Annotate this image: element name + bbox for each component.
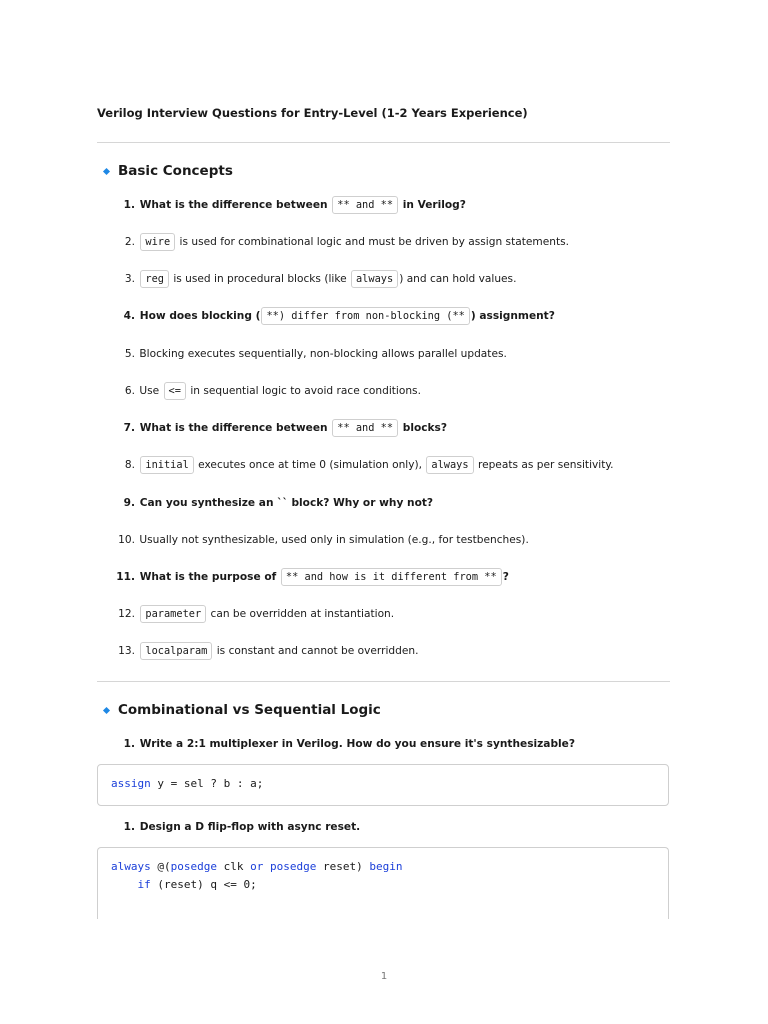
inline-code: ** and ** <box>332 196 398 214</box>
item-text: ? <box>502 571 509 583</box>
list-item <box>112 456 672 474</box>
item-text: is used in procedural blocks (like <box>169 273 350 285</box>
item-text: ) assignment? <box>470 310 555 322</box>
item-text: Can you synthesize an `` block? Why or why not? <box>139 497 434 509</box>
list-item <box>112 494 672 512</box>
code-keyword: if <box>137 877 151 891</box>
item-text: What is the difference between <box>139 199 332 211</box>
code-text: (reset) q <= 0; <box>150 877 257 891</box>
section-heading-combinational-vs-sequential <box>104 702 381 718</box>
list-item <box>112 345 672 363</box>
code-line <box>111 775 655 793</box>
item-text: Write a 2:1 multiplexer in Verilog. How do you ensure it's synthesizable? <box>139 738 575 750</box>
code-text <box>263 860 270 873</box>
section-heading-basic-concepts <box>104 163 233 179</box>
list-item <box>112 735 672 753</box>
section-heading-text: Basic Concepts <box>118 163 233 179</box>
inline-code: always <box>426 456 473 474</box>
document-title: Verilog Interview Questions for Entry-Level (1-2 Years Experience) <box>97 106 528 120</box>
list-item <box>112 233 672 251</box>
code-keyword: posedge <box>170 860 217 873</box>
item-text: in Verilog? <box>399 199 466 211</box>
inline-code: parameter <box>140 605 206 623</box>
list-item <box>112 307 672 325</box>
item-text: Blocking executes sequentially, non-blocking allows parallel updates. <box>139 348 507 360</box>
inline-code: reg <box>140 270 169 288</box>
item-number: 1. <box>123 199 135 211</box>
list-item <box>112 270 672 288</box>
item-number: 5. <box>124 348 135 360</box>
code-text: @( <box>150 860 171 873</box>
item-text: What is the purpose of <box>139 571 280 583</box>
item-number: 6. <box>124 385 135 397</box>
item-number: 2. <box>124 236 135 248</box>
item-text: executes once at time 0 (simulation only), <box>194 459 426 471</box>
item-text: blocks? <box>399 422 448 434</box>
item-text: repeats as per sensitivity. <box>474 459 614 471</box>
list-item <box>112 642 672 660</box>
inline-code: <= <box>164 382 186 400</box>
inline-code: **) differ from non-blocking (** <box>261 307 469 325</box>
item-text: Usually not synthesizable, used only in simulation (e.g., for testbenches). <box>139 534 529 546</box>
item-number: 8. <box>124 459 135 471</box>
diamond-bullet-icon <box>103 706 110 713</box>
item-number: 9. <box>123 497 135 509</box>
item-text: in sequential logic to avoid race conditions. <box>186 385 421 397</box>
item-number: 10. <box>118 534 135 546</box>
list-item <box>112 196 672 214</box>
item-number: 12. <box>118 608 135 620</box>
item-number: 11. <box>116 571 135 583</box>
item-text: ) and can hold values. <box>399 273 517 285</box>
list-item <box>112 818 672 836</box>
code-keyword: assign <box>111 777 151 790</box>
code-line <box>111 858 655 876</box>
page-number: 1 <box>380 971 388 982</box>
item-text: is used for combinational logic and must be driven by assign statements. <box>176 236 569 248</box>
inline-code: ** and how is it different from ** <box>281 568 502 586</box>
item-text: How does blocking ( <box>139 310 261 322</box>
item-number: 4. <box>123 310 135 322</box>
item-text: Use <box>139 385 163 397</box>
item-text: What is the difference between <box>139 422 332 434</box>
item-number: 7. <box>123 422 135 434</box>
list-item <box>112 419 672 437</box>
code-text: clk <box>216 860 251 873</box>
code-keyword: begin <box>369 860 403 873</box>
code-text: reset) <box>316 860 370 873</box>
item-text: Design a D flip-flop with async reset. <box>139 821 361 833</box>
item-text: is constant and cannot be overridden. <box>213 645 419 657</box>
inline-code: localparam <box>140 642 212 660</box>
item-number: 3. <box>124 273 135 285</box>
list-item <box>112 382 672 400</box>
code-keyword: posedge <box>269 860 317 873</box>
item-number: 13. <box>118 645 135 657</box>
inline-code: ** and ** <box>332 419 398 437</box>
item-text: can be overridden at instantiation. <box>207 608 395 620</box>
inline-code: always <box>351 270 398 288</box>
list-item <box>112 531 672 549</box>
divider <box>97 681 670 682</box>
divider <box>97 142 670 143</box>
list-item <box>112 605 672 623</box>
inline-code: initial <box>140 456 193 474</box>
diamond-bullet-icon <box>103 167 110 174</box>
code-block-dff <box>97 847 669 919</box>
code-block-mux <box>97 764 669 806</box>
list-item <box>112 568 672 586</box>
code-keyword: always <box>111 860 151 873</box>
inline-code: wire <box>140 233 175 251</box>
section-heading-text: Combinational vs Sequential Logic <box>118 702 381 718</box>
code-indent <box>111 878 138 891</box>
item-number: 1. <box>123 738 135 750</box>
code-keyword: or <box>250 860 264 873</box>
code-text: y = sel ? b : a; <box>150 777 264 790</box>
code-line <box>111 876 655 894</box>
item-number: 1. <box>123 821 135 833</box>
